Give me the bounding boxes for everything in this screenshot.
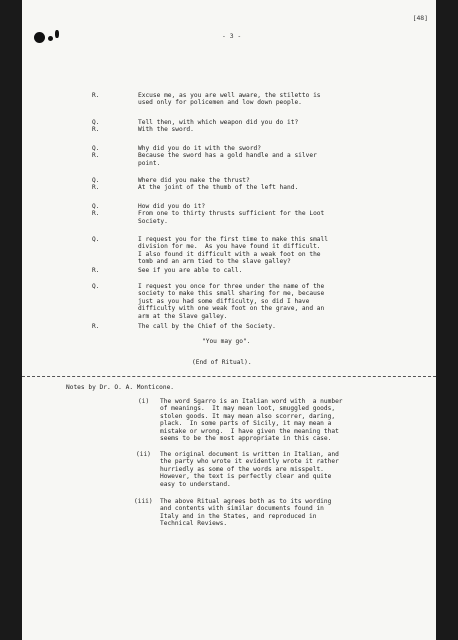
dialogue-line: See if you are able to call. <box>138 267 243 274</box>
dialogue-line: Where did you make the thrust? At the joint of the thumb of the left hand. <box>138 177 299 192</box>
dialogue-line: Why did you do it with the sword? Because the sword has a gold handle and a silver point. <box>138 145 317 167</box>
dialogue-line: I request you once for three under the name of the society to make this small sharing for me, because just as you had some difficulty, so did I have difficulty with one weak foot on the grave, and an arm at the Slave galley. <box>138 283 325 320</box>
page-number: - 3 - <box>222 32 242 40</box>
speaker-label: R. <box>92 267 100 274</box>
note-number: (iii) <box>134 498 153 505</box>
closing-line: "You may go". <box>202 338 251 345</box>
dialogue-line: I request you for the first time to make this small division for me. As you have found it difficult. I also found it difficult with a weak foot on the tomb and an arm tied to the slave galley? <box>138 236 328 266</box>
note-text: The word Sgarro is an Italian word with a number of meanings. It may mean loot, smuggled goods, stolen goods. It may mean also scorrer, daring, plack. In some parts of Sicily, it may mean a mistake or wrong. I have given the meaning that seems to be the most appropriate in this case. <box>160 398 343 443</box>
end-of-ritual: (End of Ritual). <box>192 359 252 366</box>
note-number: (ii) <box>136 451 151 458</box>
speaker-label: Q. <box>92 236 100 243</box>
dialogue-line: The call by the Chief of the Society. <box>138 323 276 330</box>
speaker-label: R. <box>92 92 100 99</box>
note-text: The above Ritual agrees both as to its wording and contents with similar documents found in Italy and in the States, and reproduced in Technical Reviews. <box>160 498 332 528</box>
speaker-label: Q. R. <box>92 203 100 218</box>
page-tag: [48] <box>412 14 428 22</box>
note-text: The original document is written in Italian, and the party who wrote it evidently wrote it rather hurriedly as some of the words are misspelt. However, the text is perfectly clear and quite easy to understand. <box>160 451 339 488</box>
dialogue-line: Excuse me, as you are well aware, the stiletto is used only for policemen and low down people. <box>138 92 321 107</box>
speaker-label: Q. R. <box>92 177 100 192</box>
divider-line <box>22 376 436 377</box>
speaker-label: Q. R. <box>92 145 100 160</box>
note-number: (i) <box>138 398 150 405</box>
speaker-label: Q. R. <box>92 119 100 134</box>
dialogue-line: How did you do it? From one to thirty thrusts sufficient for the Loot Society. <box>138 203 325 225</box>
dialogue-line: Tell then, with which weapon did you do it? With the sword. <box>138 119 299 134</box>
notes-heading: Notes by Dr. O. A. Monticone. <box>66 384 175 391</box>
document-page <box>22 0 436 640</box>
speaker-label: Q. <box>92 283 100 290</box>
speaker-label: R. <box>92 323 100 330</box>
